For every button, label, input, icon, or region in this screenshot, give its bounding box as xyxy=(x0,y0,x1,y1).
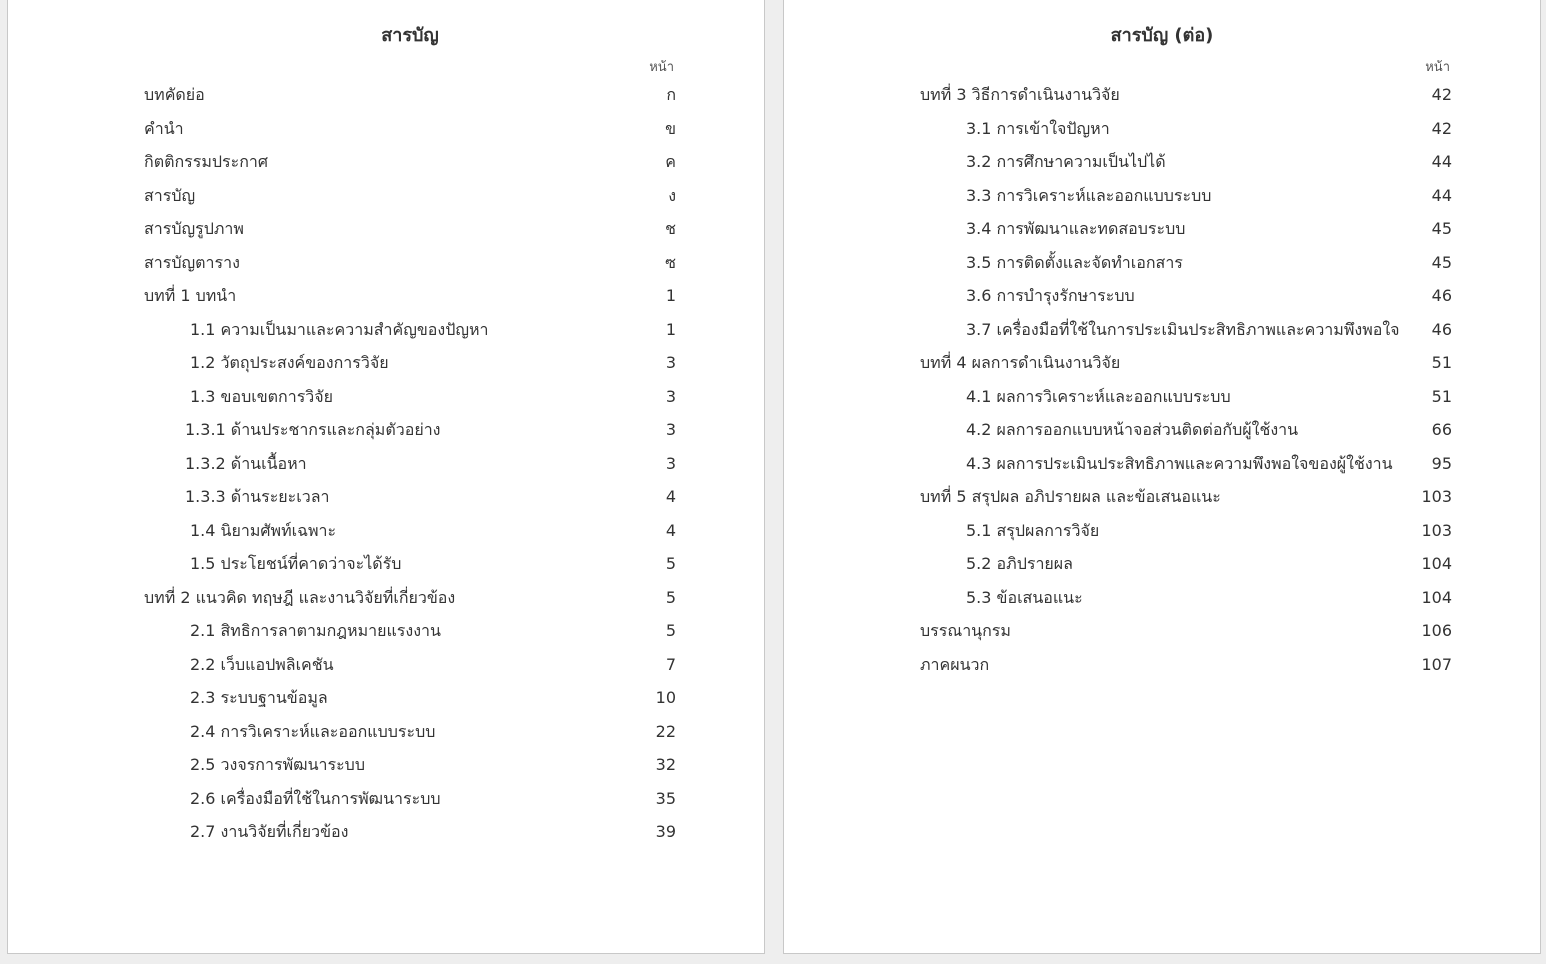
toc-entry[interactable] xyxy=(920,279,1452,313)
toc-entry-page-number: 107 xyxy=(1421,654,1452,674)
toc-entry-title: 1.2 วัตถุประสงค์ของการวิจัย xyxy=(190,353,389,372)
toc-entry[interactable] xyxy=(920,145,1452,179)
toc-entry-page-number: 7 xyxy=(665,654,676,674)
toc-entry-title: บทที่ 4 ผลการดำเนินงานวิจัย xyxy=(920,353,1121,372)
document-page-right xyxy=(783,0,1541,954)
toc-entry-title: บทที่ 5 สรุปผล อภิปรายผล และข้อเสนอแนะ xyxy=(920,487,1221,506)
page-number-column-label: หน้า xyxy=(1425,60,1450,75)
toc-entry-title: 1.5 ประโยชน์ที่คาดว่าจะได้รับ xyxy=(190,554,402,573)
toc-entry-page-number: ซ xyxy=(665,252,676,272)
toc-entry[interactable] xyxy=(144,179,676,213)
table-of-contents-list xyxy=(144,78,676,849)
toc-entry[interactable] xyxy=(144,112,676,146)
page-title: สารบัญ (ต่อ) xyxy=(1110,25,1214,46)
toc-entry-page-number: ค xyxy=(665,152,676,171)
toc-entry-page-number: 1 xyxy=(665,286,676,305)
toc-entry[interactable] xyxy=(920,447,1452,481)
toc-entry-page-number: 45 xyxy=(1431,219,1452,238)
toc-entry[interactable] xyxy=(144,581,676,615)
toc-entry-title: 3.1 การเข้าใจปัญหา xyxy=(966,118,1110,138)
toc-entry[interactable] xyxy=(920,112,1452,146)
toc-entry-page-number: 32 xyxy=(655,755,676,774)
toc-entry[interactable] xyxy=(920,246,1452,280)
toc-entry[interactable] xyxy=(144,279,676,313)
toc-entry-title: 1.4 นิยามศัพท์เฉพาะ xyxy=(190,520,337,540)
toc-entry[interactable] xyxy=(144,380,676,414)
toc-entry-page-number: 5 xyxy=(665,587,676,607)
toc-entry-title: 1.3.3 ด้านระยะเวลา xyxy=(185,487,330,506)
toc-entry[interactable] xyxy=(144,78,676,112)
toc-entry-title: 3.5 การติดตั้งและจัดทำเอกสาร xyxy=(966,252,1183,272)
toc-entry-page-number: 51 xyxy=(1431,386,1452,406)
page-number-column-label: หน้า xyxy=(649,60,674,75)
toc-entry-title: กิตติกรรมประกาศ xyxy=(144,152,269,171)
toc-entry-page-number: 10 xyxy=(655,688,676,707)
toc-entry-title: คำนำ xyxy=(144,118,184,138)
toc-entry-title: 2.2 เว็บแอปพลิเคชัน xyxy=(190,654,334,674)
toc-entry-page-number: 46 xyxy=(1431,319,1452,339)
toc-entry-page-number: 66 xyxy=(1431,420,1452,439)
toc-entry[interactable] xyxy=(144,614,676,648)
toc-entry-title: สารบัญตาราง xyxy=(144,252,240,272)
toc-entry[interactable] xyxy=(144,480,676,514)
toc-entry-page-number: 103 xyxy=(1421,487,1452,506)
toc-entry[interactable] xyxy=(144,547,676,581)
toc-entry-title: 2.1 สิทธิการลาตามกฎหมายแรงงาน xyxy=(190,621,441,640)
toc-entry-title: 5.2 อภิปรายผล xyxy=(966,554,1073,573)
toc-entry-title: 3.4 การพัฒนาและทดสอบระบบ xyxy=(966,219,1186,238)
toc-entry-page-number: 3 xyxy=(665,420,676,439)
toc-entry[interactable] xyxy=(920,413,1452,447)
toc-entry[interactable] xyxy=(144,413,676,447)
toc-entry-page-number: 35 xyxy=(655,788,676,808)
toc-entry[interactable] xyxy=(144,815,676,849)
toc-entry-title: 2.3 ระบบฐานข้อมูล xyxy=(190,688,328,707)
toc-entry-title: 4.3 ผลการประเมินประสิทธิภาพและความพึงพอใจของผู้ใช้งาน xyxy=(966,453,1393,473)
toc-entry[interactable] xyxy=(920,212,1452,246)
toc-entry[interactable] xyxy=(920,313,1452,347)
toc-entry-page-number: 3 xyxy=(665,353,676,372)
toc-entry-title: 1.1 ความเป็นมาและความสำคัญของปัญหา xyxy=(190,319,489,339)
toc-entry[interactable] xyxy=(920,614,1452,648)
toc-entry[interactable] xyxy=(144,145,676,179)
toc-entry[interactable] xyxy=(920,547,1452,581)
toc-entry[interactable] xyxy=(920,380,1452,414)
toc-entry[interactable] xyxy=(920,514,1452,548)
toc-entry-title: บทคัดย่อ xyxy=(144,85,205,104)
toc-entry[interactable] xyxy=(144,648,676,682)
toc-entry-page-number: 44 xyxy=(1431,185,1452,205)
toc-entry[interactable] xyxy=(144,748,676,782)
document-page-left xyxy=(7,0,765,954)
toc-entry-title: 1.3.2 ด้านเนื้อหา xyxy=(185,453,307,473)
toc-entry-page-number: 104 xyxy=(1421,587,1452,607)
toc-entry-title: 2.5 วงจรการพัฒนาระบบ xyxy=(190,755,365,774)
toc-entry-title: สารบัญรูปภาพ xyxy=(144,219,244,238)
toc-entry-page-number: 42 xyxy=(1431,118,1452,138)
toc-entry-page-number: 51 xyxy=(1431,353,1452,372)
toc-entry-page-number: ง xyxy=(668,185,676,205)
toc-entry-page-number: 39 xyxy=(655,822,676,841)
toc-entry-title: 3.2 การศึกษาความเป็นไปได้ xyxy=(966,152,1166,171)
toc-entry-title: 4.1 ผลการวิเคราะห์และออกแบบระบบ xyxy=(966,386,1231,406)
toc-entry-title: บทที่ 1 บทนำ xyxy=(144,286,237,305)
toc-entry[interactable] xyxy=(920,648,1452,682)
toc-entry[interactable] xyxy=(144,715,676,749)
toc-entry-title: สารบัญ xyxy=(144,185,196,205)
page-title: สารบัญ xyxy=(381,25,439,46)
toc-entry-title: 1.3.1 ด้านประชากรและกลุ่มตัวอย่าง xyxy=(185,420,441,439)
toc-entry-page-number: 5 xyxy=(665,554,676,573)
toc-entry[interactable] xyxy=(920,179,1452,213)
toc-entry-page-number: 1 xyxy=(665,319,676,339)
toc-entry-page-number: 3 xyxy=(665,453,676,473)
toc-entry[interactable] xyxy=(920,346,1452,380)
toc-entry-title: 5.1 สรุปผลการวิจัย xyxy=(966,520,1100,540)
toc-entry-title: 3.3 การวิเคราะห์และออกแบบระบบ xyxy=(966,185,1212,205)
toc-entry[interactable] xyxy=(144,782,676,816)
toc-entry-title: 4.2 ผลการออกแบบหน้าจอส่วนติดต่อกับผู้ใช้งาน xyxy=(966,420,1299,439)
toc-entry-page-number: 4 xyxy=(665,520,676,540)
toc-entry-title: 3.6 การบำรุงรักษาระบบ xyxy=(966,286,1135,305)
toc-entry-page-number: 3 xyxy=(665,386,676,406)
toc-entry-page-number: 5 xyxy=(665,621,676,640)
toc-entry-title: บทที่ 3 วิธีการดำเนินงานวิจัย xyxy=(920,85,1120,104)
toc-entry-page-number: 22 xyxy=(655,721,676,741)
toc-entry-page-number: 95 xyxy=(1431,453,1452,473)
toc-entry-page-number: 45 xyxy=(1431,252,1452,272)
toc-entry-title: บทที่ 2 แนวคิด ทฤษฎี และงานวิจัยที่เกี่ยวข้อง xyxy=(144,587,456,607)
toc-entry[interactable] xyxy=(144,681,676,715)
toc-entry[interactable] xyxy=(144,346,676,380)
toc-entry[interactable] xyxy=(920,581,1452,615)
toc-entry-page-number: 106 xyxy=(1421,621,1452,640)
toc-entry-page-number: 42 xyxy=(1431,85,1452,104)
toc-entry-page-number: 104 xyxy=(1421,554,1452,573)
toc-entry-title: 2.6 เครื่องมือที่ใช้ในการพัฒนาระบบ xyxy=(190,788,441,808)
toc-entry[interactable] xyxy=(144,514,676,548)
toc-entry-page-number: 44 xyxy=(1431,152,1452,171)
toc-entry-title: ภาคผนวก xyxy=(920,654,990,674)
toc-entry[interactable] xyxy=(920,78,1452,112)
toc-entry-page-number: ข xyxy=(665,118,676,138)
toc-entry[interactable] xyxy=(144,212,676,246)
toc-entry-title: 1.3 ขอบเขตการวิจัย xyxy=(190,386,334,406)
toc-entry-page-number: 46 xyxy=(1431,286,1452,305)
toc-entry-title: 3.7 เครื่องมือที่ใช้ในการประเมินประสิทธิภาพและความพึงพอใจ xyxy=(966,319,1400,339)
toc-entry-page-number: 4 xyxy=(665,487,676,506)
toc-entry[interactable] xyxy=(144,313,676,347)
toc-entry-title: บรรณานุกรม xyxy=(920,621,1011,640)
toc-entry[interactable] xyxy=(144,246,676,280)
toc-entry[interactable] xyxy=(920,480,1452,514)
toc-entry-title: 2.7 งานวิจัยที่เกี่ยวข้อง xyxy=(190,822,349,841)
toc-entry-page-number: ช xyxy=(665,219,676,238)
toc-entry-title: 5.3 ข้อเสนอแนะ xyxy=(966,587,1083,607)
toc-entry-page-number: ก xyxy=(666,85,676,104)
toc-entry[interactable] xyxy=(144,447,676,481)
toc-entry-page-number: 103 xyxy=(1421,520,1452,540)
toc-entry-title: 2.4 การวิเคราะห์และออกแบบระบบ xyxy=(190,721,436,741)
table-of-contents-list xyxy=(920,78,1452,681)
